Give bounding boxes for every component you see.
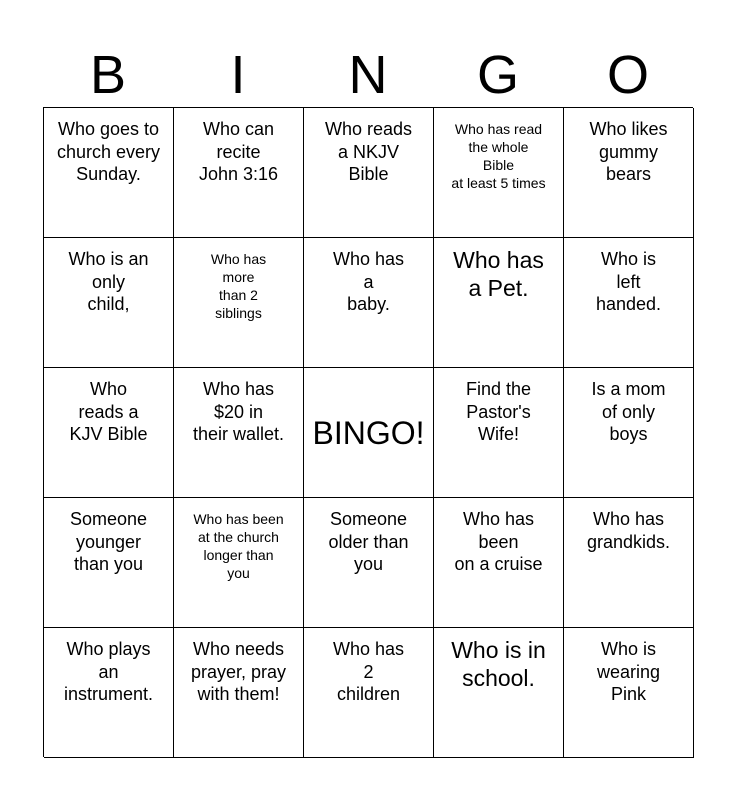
bingo-cell: Who is in school.	[434, 628, 564, 758]
bingo-cell: Who has read the whole Bible at least 5 times	[434, 108, 564, 238]
bingo-cell: Who has more than 2 siblings	[174, 238, 304, 368]
bingo-cell: Who reads a KJV Bible	[44, 368, 174, 498]
header-letter-i: I	[230, 45, 246, 105]
header-letter-o: O	[606, 45, 649, 105]
bingo-header	[43, 44, 693, 106]
header-letter-n: N	[348, 45, 388, 105]
bingo-cell: Who is an only child,	[44, 238, 174, 368]
bingo-cell: Who has grandkids.	[564, 498, 694, 628]
bingo-cell: Who needs prayer, pray with them!	[174, 628, 304, 758]
bingo-cell: Who goes to church every Sunday.	[44, 108, 174, 238]
bingo-cell: Find the Pastor's Wife!	[434, 368, 564, 498]
bingo-cell: Who has $20 in their wallet.	[174, 368, 304, 498]
bingo-cell: Who plays an instrument.	[44, 628, 174, 758]
bingo-cell: Who likes gummy bears	[564, 108, 694, 238]
bingo-cell: Who can recite John 3:16	[174, 108, 304, 238]
free-space-cell: BINGO!	[304, 368, 434, 498]
bingo-cell: Who has a Pet.	[434, 238, 564, 368]
bingo-cell: Who has been on a cruise	[434, 498, 564, 628]
bingo-cell: Who reads a NKJV Bible	[304, 108, 434, 238]
header-letter-g: G	[476, 45, 519, 105]
bingo-cell: Who has 2 children	[304, 628, 434, 758]
bingo-cell: Who is left handed.	[564, 238, 694, 368]
bingo-cell: Is a mom of only boys	[564, 368, 694, 498]
header-letter-b: B	[89, 45, 127, 105]
bingo-cell: Someone older than you	[304, 498, 434, 628]
bingo-grid	[43, 107, 693, 757]
bingo-cell: Someone younger than you	[44, 498, 174, 628]
bingo-cell: Who is wearing Pink	[564, 628, 694, 758]
bingo-cell: Who has a baby.	[304, 238, 434, 368]
bingo-cell: Who has been at the church longer than you	[174, 498, 304, 628]
